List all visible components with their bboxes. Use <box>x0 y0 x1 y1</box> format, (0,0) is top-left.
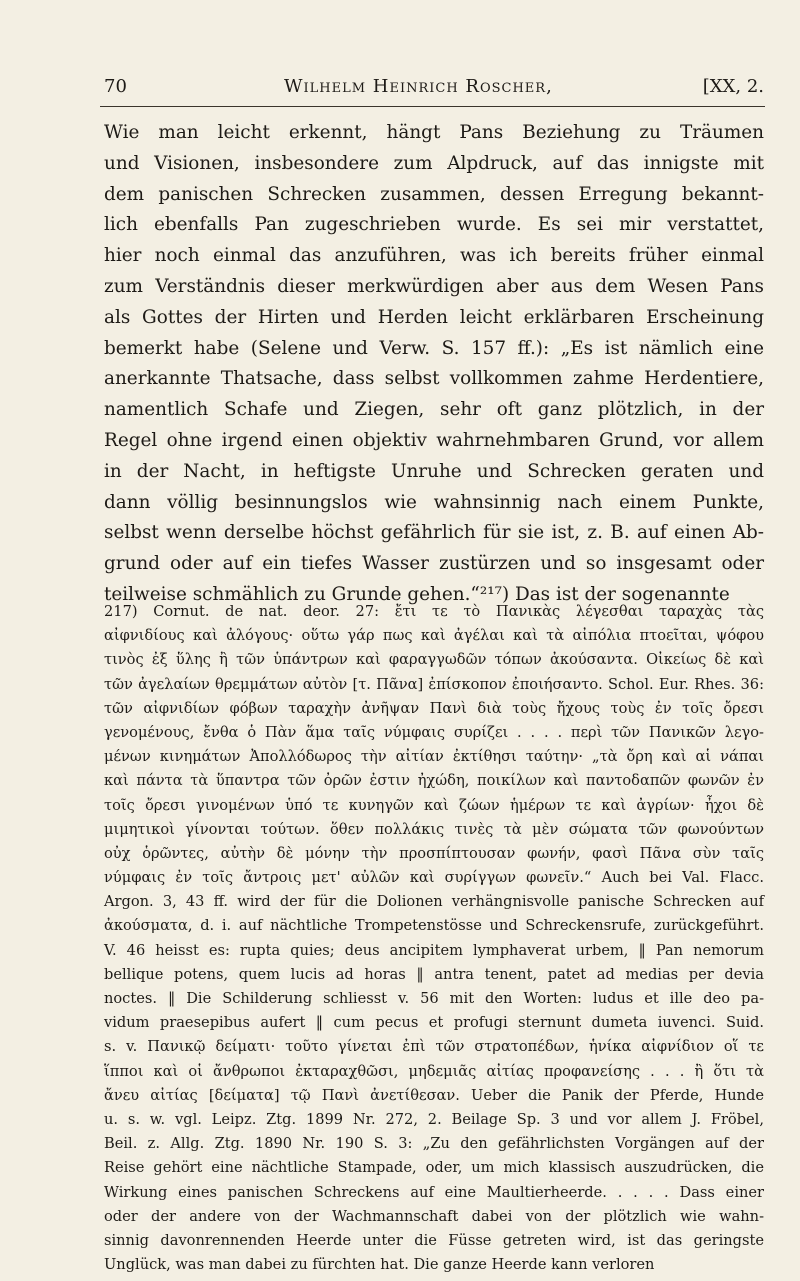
footnote-line: νύμφαις ἐν τοῖς ἄντροις μετ' αὐλῶν καὶ συρίγγων φωνεῖν.“ Auch bei Val. Flacc. <box>104 869 764 887</box>
footnote-line: s. v. Πανικῷ δείματι· τοῦτο γίνεται ἐπὶ τῶν στρατοπέδων, ἡνίκα αἰφνίδιον οἵ τε <box>104 1038 764 1056</box>
footnote-line: Argon. 3, 43 ff. wird der für die Dolionen verhängnisvolle panische Schrecken auf <box>104 893 764 911</box>
footnote-line: αἰφνιδίους καὶ ἀλόγους· οὕτω γάρ πως καὶ ἀγέλαι καὶ τὰ αἰπόλια πτοεῖται, ψόφου <box>104 627 764 645</box>
main-text <box>104 118 764 611</box>
text-line: anerkannte Thatsache, dass selbst vollkommen zahme Herdentiere, <box>104 368 764 390</box>
footnote-line: Wirkung eines panischen Schreckens auf eine Maultierheerde. . . . . Dass einer <box>104 1183 764 1201</box>
text-line: grund oder auf ein tiefes Wasser zustürzen und so insgesamt oder <box>104 553 764 575</box>
footnote-line: ἀκούσματα, d. i. auf nächtliche Trompetenstösse und Schreckensrufe, zurückgeführt. <box>104 917 764 935</box>
footnote-line: Beil. z. Allg. Ztg. 1890 Nr. 190 S. 3: „Zu den gefährlichsten Vorgängen auf der <box>104 1135 764 1153</box>
footnote-line: vidum praesepibus aufert ‖ cum pecus et profugi sternunt dumeta iuvenci. Suid. <box>104 1014 764 1032</box>
text-line: teilweise schmählich zu Grunde gehen.“²¹⁷) Das ist der sogenannte <box>104 583 730 605</box>
header-rule <box>100 106 765 107</box>
text-line: zum Verständnis dieser merkwürdigen aber aus dem Wesen Pans <box>104 275 764 297</box>
text-line: Wie man leicht erkennt, hängt Pans Beziehung zu Träumen <box>104 122 764 143</box>
text-line: lich ebenfalls Pan zugeschrieben wurde. Es sei mir verstattet, <box>104 214 764 236</box>
footnote-line: sinnig davonrennenden Heerde unter die Füsse getreten wird, ist das geringste <box>104 1231 764 1249</box>
text-line: selbst wenn derselbe höchst gefährlich für sie ist, z. B. auf einen Ab- <box>104 522 764 544</box>
footnote-line: ἄνευ αἰτίας [δείματα] τῷ Πανὶ ἀνετίθεσαν. Ueber die Panik der Pferde, Hunde <box>104 1086 764 1104</box>
footnote-line: Unglück, was man dabei zu fürchten hat. Die ganze Heerde kann verloren <box>104 1256 655 1274</box>
text-line: dann völlig besinnungslos wie wahnsinnig nach einem Punkte, <box>104 491 764 513</box>
footnote-line: οὐχ ὁρῶντες, αὐτὴν δὲ μόνην τὴν προσπίπτουσαν φωνήν, φασὶ Πᾶνα σὺν ταῖς <box>104 844 764 862</box>
text-line: namentlich Schafe und Ziegen, sehr oft ganz plötzlich, in der <box>104 399 764 421</box>
text-line: hier noch einmal das anzuführen, was ich bereits früher einmal <box>104 245 764 267</box>
footnote-line: oder der andere von der Wachmannschaft dabei von der plötzlich wie wahn- <box>104 1207 764 1225</box>
footnote-line: V. 46 heisst es: rupta quies; deus ancipitem lymphaverat urbem, ‖ Pan nemorum <box>104 941 764 959</box>
text-line: dem panischen Schrecken zusammen, dessen Erregung bekannt- <box>104 183 764 205</box>
running-head-author: Wilhelm Heinrich Roscher, <box>284 76 553 97</box>
footnote-line: noctes. ‖ Die Schilderung schliesst v. 56 mit den Worten: ludus et ille deo pa- <box>104 990 764 1007</box>
footnote-line: τοῖς ὄρεσι γινομένων ὑπό τε κυνηγῶν καὶ ζώων ἡμέρων τε καὶ ἀγρίων· ἦχοι δὲ <box>104 796 764 814</box>
footnote-line: μένων κινημάτων Ἀπολλόδωρος τὴν αἰτίαν ἐκτίθησι ταύτην· „τὰ ὄρη καὶ αἱ νάπαι <box>104 748 764 766</box>
text-line: Regel ohne irgend einen objektiv wahrnehmbaren Grund, vor allem <box>104 429 764 451</box>
footnote-line: τινὸς ἐξ ὕλης ἢ τῶν ὑπάντρων καὶ φαραγγωδῶν τόπων ἀκούσαντα. Οἰκείως δὲ καὶ <box>104 651 764 669</box>
footnote-line: τῶν ἀγελαίων θρεμμάτων αὐτὸν [τ. Πᾶνα] ἐπίσκοπον ἐποιήσαντο. Schol. Eur. Rhes. 36: <box>104 675 764 693</box>
text-line: und Visionen, insbesondere zum Alpdruck, auf das innigste mit <box>104 152 764 174</box>
footnote-line: τῶν αἰφνιδίων φόβων ταραχὴν ἀνῆψαν Πανὶ διὰ τοὺς ἤχους τοὺς ἐν τοῖς ὄρεσι <box>104 699 764 717</box>
footnote-line: καὶ πάντα τὰ ὕπαντρα τῶν ὀρῶν ἐστιν ἠχώδη, ποικίλων καὶ παντοδαπῶν φωνῶν ἐν <box>104 772 764 790</box>
footnote-line: bellique potens, quem lucis ad horas ‖ antra tenent, patet ad medias per devia <box>104 965 764 983</box>
footnote-line: Reise gehört eine nächtliche Stampade, oder, um mich klassisch auszudrücken, die <box>104 1159 764 1177</box>
footnote-line: ἵπποι καὶ οἱ ἄνθρωποι ἐκταραχθῶσι, μηδεμιᾶς αἰτίας προφανείσης . . . ἢ ὅτι τὰ <box>104 1062 764 1080</box>
text-line: als Gottes der Hirten und Herden leicht erklärbaren Erscheinung <box>104 306 764 328</box>
footnote-217 <box>104 600 764 1277</box>
running-header <box>104 72 764 100</box>
footnote-line: 217) Cornut. de nat. deor. 27: ἔτι τε τὸ Πανικὰς λέγεσθαι ταραχὰς τὰς <box>104 603 764 620</box>
footnote-line: u. s. w. vgl. Leipz. Ztg. 1899 Nr. 272, 2. Beilage Sp. 3 und vor allem J. Fröbel, <box>104 1110 764 1128</box>
footnote-line: μιμητικοὶ γίνονται τούτων. ὅθεν πολλάκις τινὲς τὰ μὲν σώματα τῶν φωνούντων <box>104 820 764 838</box>
text-line: in der Nacht, in heftigste Unruhe und Schrecken geraten und <box>104 460 764 482</box>
footnote-line: γενομένους, ἔνθα ὁ Πὰν ἅμα ταῖς νύμφαις συρίζει . . . . περὶ τῶν Πανικῶν λεγο- <box>104 723 764 741</box>
running-head-section: [XX, 2. <box>702 76 764 97</box>
text-line: bemerkt habe (Selene und Verw. S. 157 ff.): „Es ist nämlich eine <box>104 337 764 359</box>
page-number: 70 <box>104 76 127 97</box>
